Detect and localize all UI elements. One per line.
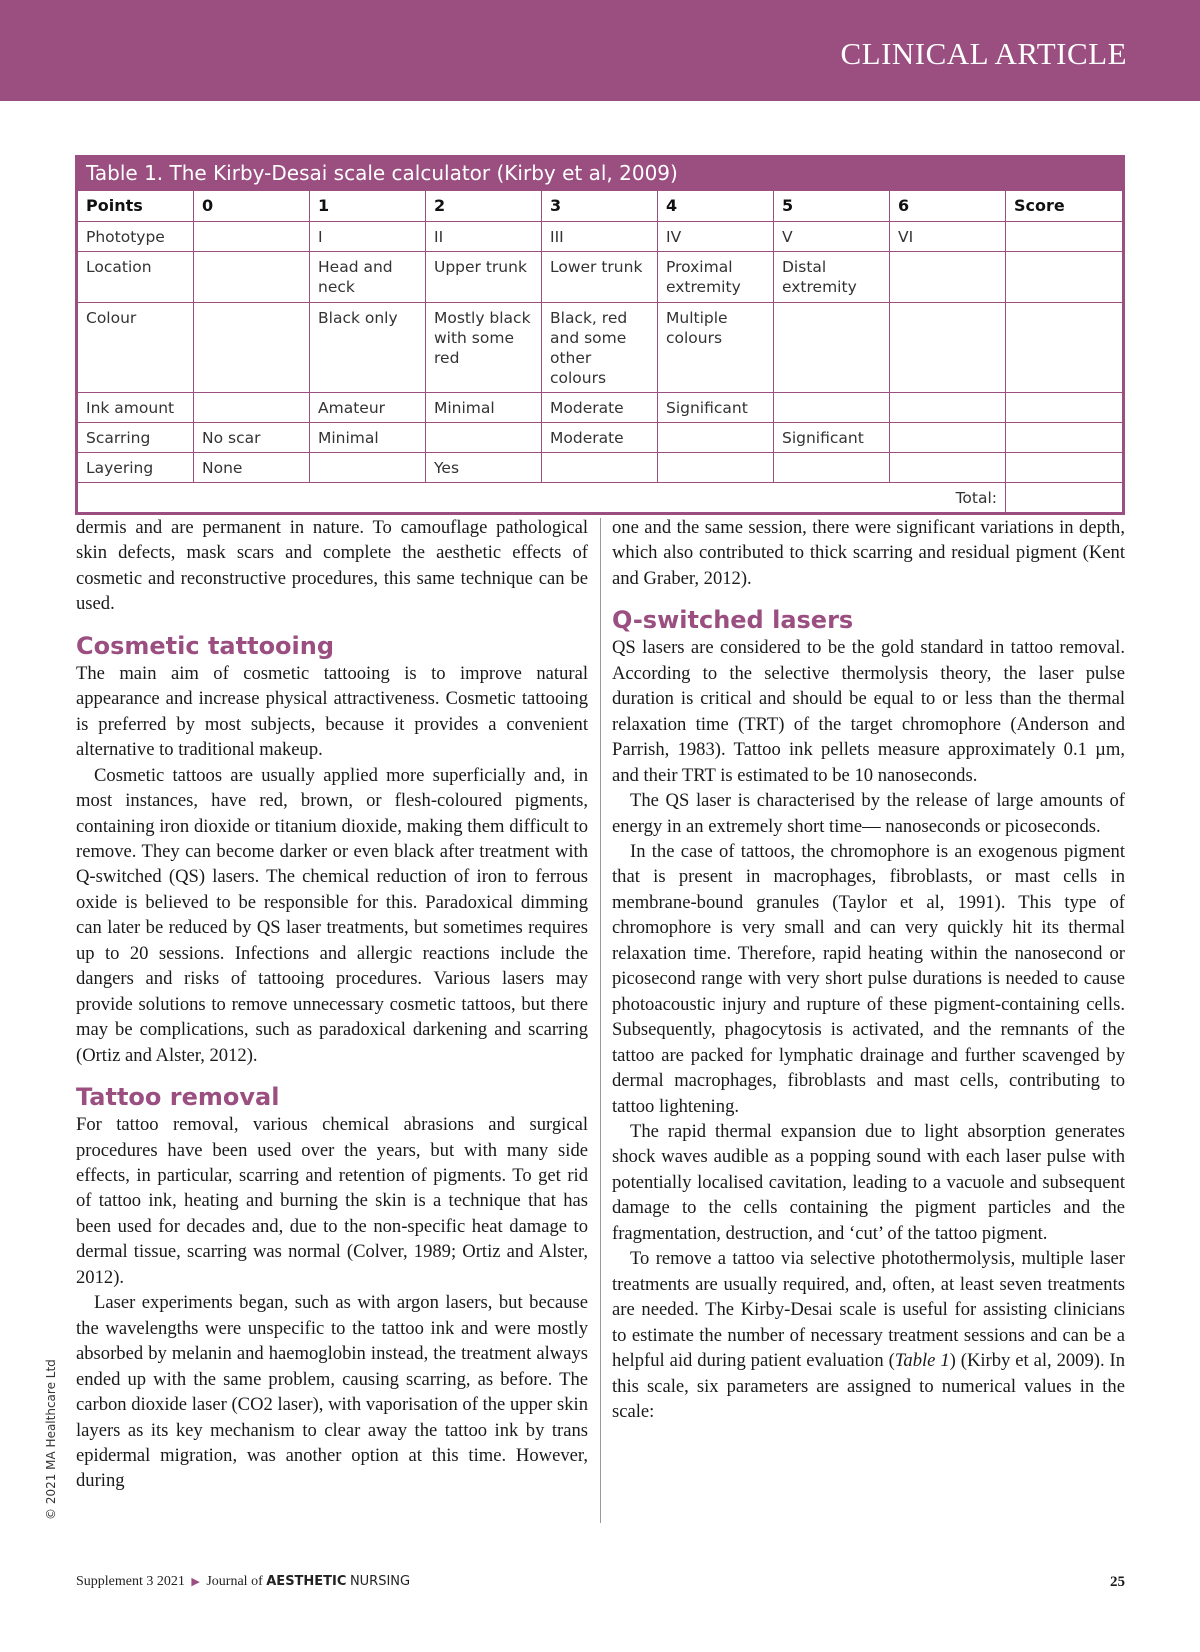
copyright-notice: © 2021 MA Healthcare Ltd — [44, 1359, 58, 1520]
body-paragraph: The rapid thermal expansion due to light absorption generates shock waves audible as a popping sound with each laser pulse with potentially localised cavitation, leading to a vacuole and subsequent damage to the cells containing the pigment particles and the fragmentation, destruction, and ‘cut’ of the tattoo pigment. — [612, 1120, 1125, 1244]
table-cell: I — [310, 222, 426, 252]
table-header-cell: Score — [1006, 191, 1123, 222]
body-paragraph: one and the same session, there were significant variations in depth, which also contributed to thick scarring and residual pigment (Kent and Graber, 2012). — [612, 517, 1125, 589]
table-cell — [774, 453, 890, 483]
table-header-cell: 2 — [426, 191, 542, 222]
table-cell: VI — [890, 222, 1006, 252]
left-column — [76, 515, 588, 1494]
table-cell: Significant — [774, 423, 890, 453]
body-paragraph: In the case of tattoos, the chromophore is an exogenous pigment that is present in macrophages, fibroblasts, or mast cells in membrane-bound granules (Taylor et al, 1991). This type of chromophore is very small and can very quickly hit its thermal relaxation time. Therefore, rapid heating within the nanosecond or picosecond range with very short pulse durations is needed to cause photoacoustic injury and rupture of these pigment-containing cells. Subsequently, phagocytosis is activated, and the remnants of the tattoo are packed for lymphatic drainage and further scavenged by dermal macrophages, fibroblasts and mast cells, contributing to tattoo lightening. — [612, 840, 1125, 1117]
table-cell: Proximal extremity — [658, 252, 774, 303]
scale-table — [77, 190, 1123, 513]
table-cell — [774, 303, 890, 393]
score-cell — [1006, 393, 1123, 423]
table-cell: Scarring — [78, 423, 194, 453]
body-paragraph: The QS laser is characterised by the release of large amounts of energy in an extremely short time— nanoseconds or picoseconds. — [612, 790, 1125, 837]
score-cell — [1006, 303, 1123, 393]
right-column — [612, 515, 1125, 1424]
table-header-row — [78, 191, 1123, 222]
footer-journal-bold: AESTHETIC — [266, 1574, 347, 1589]
page-number: 25 — [1110, 1574, 1125, 1590]
body-paragraph: Laser experiments began, such as with argon lasers, but because the wavelengths were unspecific to the tattoo ink and were mostly absorbed by melanin and haemoglobin instead, the treatment always ended up with the same problem, causing scarring, as before. The carbon dioxide laser (CO2 laser), with vaporisation of the upper skin layers as its key mechanism to clear away the tattoo ink by trans epidermal migration, was another option at this time. However, during — [76, 1292, 588, 1492]
column-divider — [600, 518, 601, 1523]
table-cell — [542, 453, 658, 483]
table-row — [78, 252, 1123, 303]
table-row — [78, 393, 1123, 423]
triangle-right-icon: ▶ — [191, 1576, 200, 1588]
table-cell: Significant — [658, 393, 774, 423]
table-cell: None — [194, 453, 310, 483]
table-cell — [890, 453, 1006, 483]
table-cell — [774, 393, 890, 423]
section-label: CLINICAL ARTICLE — [840, 36, 1127, 71]
table-row — [78, 423, 1123, 453]
table-cell — [310, 453, 426, 483]
table-header-cell: Points — [78, 191, 194, 222]
table-caption: Table 1. The Kirby-Desai scale calculator (Kirby et al, 2009) — [77, 157, 1123, 190]
table-cell: Location — [78, 252, 194, 303]
footer-supplement: Supplement 3 2021 — [76, 1574, 185, 1589]
table-cell — [890, 423, 1006, 453]
footer — [76, 1574, 410, 1590]
table-row — [78, 303, 1123, 393]
table-cell: Ink amount — [78, 393, 194, 423]
table-cell: Colour — [78, 303, 194, 393]
table-cell: Distal extremity — [774, 252, 890, 303]
body-paragraph: Cosmetic tattoos are usually applied more superficially and, in most instances, have red, brown, or flesh-coloured pigments, containing iron dioxide or titanium dioxide, making them difficult to remove. They can become darker or even black after treatment with Q-switched (QS) lasers. The chemical reduction of iron to ferrous oxide is believed to be responsible for this. Paradoxical dimming can later be reduced by QS laser treatments, but sometimes requires up to 20 sessions. Infections and allergic reactions include the dangers and risks of tattooing procedures. Various lasers may provide solutions to remove unnecessary cosmetic tattoos, but there may be complications, such as paradoxical darkening and scarring (Ortiz and Alster, 2012). — [76, 764, 588, 1066]
table-cell: Minimal — [310, 423, 426, 453]
table-cell: Black only — [310, 303, 426, 393]
heading-q-switched-lasers: Q-switched lasers — [612, 606, 854, 635]
table-cell: II — [426, 222, 542, 252]
table-header-cell: 3 — [542, 191, 658, 222]
heading-tattoo-removal: Tattoo removal — [76, 1083, 280, 1112]
paragraph-text: To remove a tattoo via selective photothermolysis, multiple laser treatments are usually required, and, often, at least seven treatments are needed. The Kirby-Desai scale is useful for assisting clinicians to estimate the number of necessary treatment sessions and can be a helpful aid during patient evaluation ( — [612, 1248, 1125, 1372]
footer-journal-prefix: Journal of — [206, 1574, 263, 1589]
table-header-cell: 4 — [658, 191, 774, 222]
header-band — [0, 0, 1200, 101]
table-cell — [194, 222, 310, 252]
score-cell — [1006, 423, 1123, 453]
table-cell — [658, 453, 774, 483]
table-cell: III — [542, 222, 658, 252]
table-cell — [194, 303, 310, 393]
table-cell: Mostly black with some red — [426, 303, 542, 393]
table-cell — [658, 423, 774, 453]
table-cell: Lower trunk — [542, 252, 658, 303]
table-row — [78, 222, 1123, 252]
table-cell: Minimal — [426, 393, 542, 423]
table-cell: Moderate — [542, 423, 658, 453]
footer-journal-suffix: NURSING — [349, 1574, 411, 1589]
table-cell — [890, 303, 1006, 393]
table-cell — [890, 393, 1006, 423]
score-cell — [1006, 222, 1123, 252]
table-cell: No scar — [194, 423, 310, 453]
table-cell: Upper trunk — [426, 252, 542, 303]
table-header-cell: 0 — [194, 191, 310, 222]
table-cell: V — [774, 222, 890, 252]
table-header-cell: 1 — [310, 191, 426, 222]
body-paragraph: For tattoo removal, various chemical abrasions and surgical procedures have been used over the years, but with many side effects, in particular, scarring and retention of pigments. To get rid of tattoo ink, heating and burning the skin is a technique that has been used for decades and, due to the non-specific heat damage to dermal tissue, scarring was normal (Colver, 1989; Ortiz and Alster, 2012). — [76, 1114, 588, 1288]
table-reference-link[interactable]: Table 1 — [894, 1350, 950, 1372]
table-cell: Multiple colours — [658, 303, 774, 393]
body-paragraph: dermis and are permanent in nature. To camouflage pathological skin defects, mask scars and complete the aesthetic effects of cosmetic and reconstructive procedures, this same technique can be used. — [76, 517, 588, 615]
table-cell: Yes — [426, 453, 542, 483]
table-total-row — [78, 483, 1123, 513]
table-cell — [194, 252, 310, 303]
table-cell: IV — [658, 222, 774, 252]
table-cell — [890, 252, 1006, 303]
kirby-desai-table — [75, 155, 1125, 515]
table-cell — [426, 423, 542, 453]
table-header-cell: 5 — [774, 191, 890, 222]
table-cell: Amateur — [310, 393, 426, 423]
total-label: Total: — [78, 483, 1006, 513]
body-paragraph: QS lasers are considered to be the gold standard in tattoo removal. According to the selective thermolysis theory, the laser pulse duration is critical and should be equal to or less than the thermal relaxation time (TRT) of the target chromophore (Anderson and Parrish, 1983). Tattoo ink pellets measure approximately 0.1 µm, and their TRT is estimated to be 10 nanoseconds. — [612, 637, 1125, 786]
table-cell: Moderate — [542, 393, 658, 423]
table-cell: Black, red and some other colours — [542, 303, 658, 393]
total-score-cell — [1006, 483, 1123, 513]
body-paragraph — [612, 1246, 1125, 1424]
heading-cosmetic-tattooing: Cosmetic tattooing — [76, 631, 335, 660]
table-header-cell: 6 — [890, 191, 1006, 222]
paragraph-text: ) (Kirby et al, 2009). In this scale, six parameters are assigned to numerical values in the scale: — [612, 1350, 1126, 1422]
score-cell — [1006, 453, 1123, 483]
table-cell: Head and neck — [310, 252, 426, 303]
score-cell — [1006, 252, 1123, 303]
body-paragraph: The main aim of cosmetic tattooing is to improve natural appearance and increase physical attractiveness. Cosmetic tattooing is preferred by most subjects, because it provides a convenient alternative to traditional makeup. — [76, 662, 588, 761]
table-cell: Layering — [78, 453, 194, 483]
table-cell — [194, 393, 310, 423]
table-row — [78, 453, 1123, 483]
table-cell: Phototype — [78, 222, 194, 252]
